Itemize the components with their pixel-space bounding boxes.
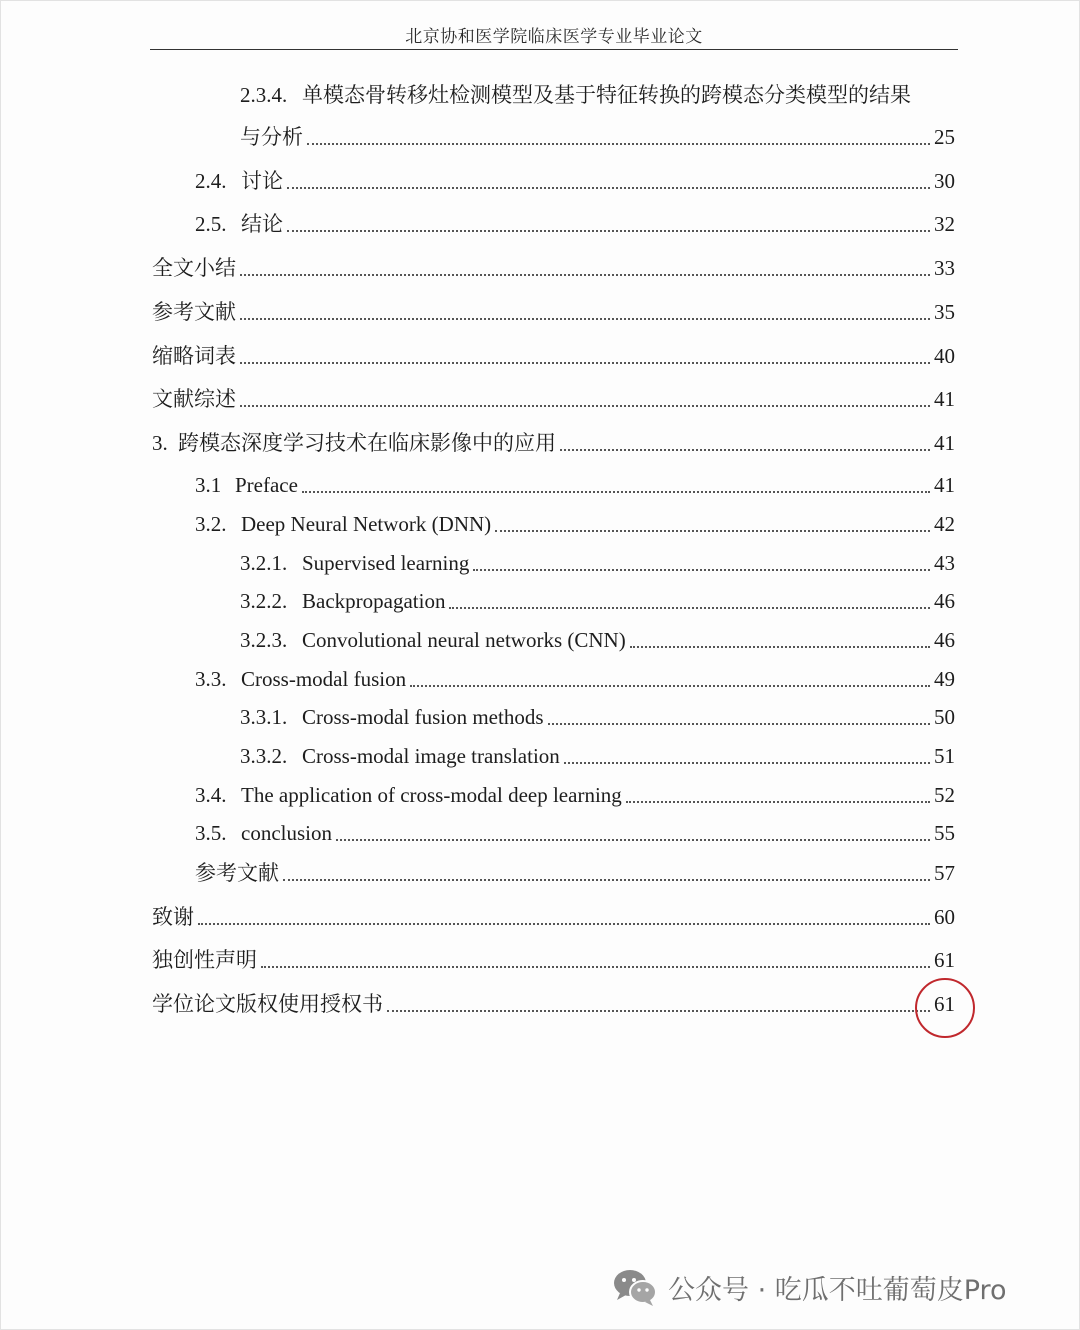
dot-leader bbox=[564, 762, 930, 764]
dot-leader bbox=[560, 449, 930, 451]
toc-entry-3-1[interactable] bbox=[0, 470, 1080, 500]
dot-leader bbox=[240, 362, 930, 364]
toc-entry-page: 55 bbox=[934, 821, 955, 845]
watermark bbox=[612, 1262, 1007, 1312]
toc-entry-3-4[interactable] bbox=[0, 780, 1080, 810]
toc-entry-number: 3.2.3. bbox=[240, 628, 288, 652]
toc-entry-page: 61 bbox=[934, 992, 955, 1016]
dot-leader bbox=[240, 405, 930, 407]
red-circle-annotation bbox=[915, 978, 975, 1038]
dot-leader bbox=[626, 801, 930, 803]
toc-entry-title: 与分析 bbox=[240, 125, 303, 149]
toc-entry-page: 46 bbox=[934, 589, 955, 613]
toc-entry-number: 2.5. bbox=[195, 212, 227, 236]
toc-entry-title: 缩略词表 bbox=[152, 344, 236, 368]
dot-leader bbox=[240, 318, 930, 320]
toc-entry-originality-statement[interactable] bbox=[0, 945, 1080, 975]
watermark-text: 公众号 · 吃瓜不吐葡萄皮Pro bbox=[668, 1274, 1007, 1306]
toc-entry-title: Cross-modal fusion methods bbox=[302, 705, 544, 729]
toc-entry-title: conclusion bbox=[241, 821, 332, 845]
toc-entry-title: 跨模态深度学习技术在临床影像中的应用 bbox=[178, 431, 556, 455]
toc-entry-page: 57 bbox=[934, 861, 955, 885]
toc-entry-3-3-1[interactable] bbox=[0, 702, 1080, 732]
wechat-icon bbox=[612, 1266, 658, 1308]
toc-entry-title: 参考文献 bbox=[195, 861, 279, 885]
toc-entry-title: 独创性声明 bbox=[152, 948, 257, 972]
toc-entry-literature-review[interactable] bbox=[0, 384, 1080, 414]
toc-entry-title: Supervised learning bbox=[302, 551, 470, 575]
toc-entry-title: 讨论 bbox=[241, 169, 283, 193]
toc-entry-number: 3.5. bbox=[195, 821, 227, 845]
toc-entry-title: Cross-modal fusion bbox=[241, 667, 407, 691]
toc-entry-title: 致谢 bbox=[152, 905, 194, 929]
toc-entry-3-3[interactable] bbox=[0, 664, 1080, 694]
toc-entry-page: 33 bbox=[934, 256, 955, 280]
toc-entry-page: 32 bbox=[934, 212, 955, 236]
dot-leader bbox=[307, 143, 930, 145]
toc-entry-3-2-2[interactable] bbox=[0, 586, 1080, 616]
toc-entry-number: 3.1 bbox=[195, 473, 222, 497]
dot-leader bbox=[240, 274, 930, 276]
dot-leader bbox=[495, 530, 930, 532]
running-header: 北京协和医学院临床医学专业毕业论文 bbox=[405, 27, 703, 46]
toc-entry-title: 结论 bbox=[241, 212, 283, 236]
toc-entry-page: 49 bbox=[934, 667, 955, 691]
toc-entry-number: 3. bbox=[152, 431, 168, 455]
dot-leader bbox=[287, 187, 930, 189]
toc-entry-number: 2.3.4. bbox=[240, 83, 288, 107]
toc-entry-3-2[interactable] bbox=[0, 509, 1080, 539]
toc-entry-acknowledgements[interactable] bbox=[0, 902, 1080, 932]
toc-entry-page: 30 bbox=[934, 169, 955, 193]
toc-entry-number: 3.3. bbox=[195, 667, 227, 691]
toc-entry-title: Convolutional neural networks (CNN) bbox=[302, 628, 626, 652]
dot-leader bbox=[630, 646, 930, 648]
toc-entry-abbreviations[interactable] bbox=[0, 341, 1080, 371]
dot-leader bbox=[287, 230, 930, 232]
toc-entry-3-2-3[interactable] bbox=[0, 625, 1080, 655]
toc-entry-title: 学位论文版权使用授权书 bbox=[152, 992, 383, 1016]
toc-entry-number: 3.3.2. bbox=[240, 744, 288, 768]
toc-entry-3-2-1[interactable] bbox=[0, 548, 1080, 578]
dot-leader bbox=[336, 839, 930, 841]
dot-leader bbox=[548, 723, 931, 725]
toc-entry-title: 全文小结 bbox=[152, 256, 236, 280]
toc-entry-title: The application of cross-modal deep learning bbox=[241, 783, 622, 807]
toc-entry-page: 40 bbox=[934, 344, 955, 368]
toc-entry-page: 41 bbox=[934, 431, 955, 455]
dot-leader bbox=[387, 1010, 930, 1012]
toc-entry-title: 文献综述 bbox=[152, 387, 236, 411]
toc-entry-review-references[interactable] bbox=[0, 858, 1080, 888]
toc-entry-title: Preface bbox=[235, 473, 298, 497]
toc-entry-title: Backpropagation bbox=[302, 589, 446, 613]
toc-entry-number: 3.2. bbox=[195, 512, 227, 536]
toc-entry-page: 25 bbox=[934, 125, 955, 149]
dot-leader bbox=[302, 491, 930, 493]
toc-entry-title: 参考文献 bbox=[152, 300, 236, 324]
dot-leader bbox=[410, 685, 930, 687]
dot-leader bbox=[473, 569, 930, 571]
toc-entry-2-5[interactable] bbox=[0, 209, 1080, 239]
header-rule bbox=[150, 49, 958, 50]
toc-entry-page: 60 bbox=[934, 905, 955, 929]
toc-entry-number: 2.4. bbox=[195, 169, 227, 193]
toc-entry-page: 43 bbox=[934, 551, 955, 575]
toc-entry-2-3-4-continued[interactable] bbox=[0, 122, 1080, 152]
dot-leader bbox=[261, 966, 930, 968]
dot-leader bbox=[449, 607, 930, 609]
toc-entry-title: Cross-modal image translation bbox=[302, 744, 560, 768]
toc-entry-number: 3.4. bbox=[195, 783, 227, 807]
toc-entry-2-3-4[interactable] bbox=[0, 80, 1080, 110]
toc-entry-page: 41 bbox=[934, 473, 955, 497]
toc-entry-references[interactable] bbox=[0, 297, 1080, 327]
toc-entry-3-3-2[interactable] bbox=[0, 741, 1080, 771]
toc-entry-page: 52 bbox=[934, 783, 955, 807]
toc-entry-number: 3.2.2. bbox=[240, 589, 288, 613]
toc-entry-page: 61 bbox=[934, 948, 955, 972]
toc-entry-3-5[interactable] bbox=[0, 818, 1080, 848]
toc-entry-summary[interactable] bbox=[0, 253, 1080, 283]
toc-entry-number: 3.3.1. bbox=[240, 705, 288, 729]
toc-entry-3[interactable] bbox=[0, 428, 1080, 458]
toc-entry-title: Deep Neural Network (DNN) bbox=[241, 512, 492, 536]
toc-entry-number: 3.2.1. bbox=[240, 551, 288, 575]
toc-entry-page: 51 bbox=[934, 744, 955, 768]
dot-leader bbox=[198, 923, 930, 925]
toc-entry-page: 42 bbox=[934, 512, 955, 536]
toc-entry-page: 46 bbox=[934, 628, 955, 652]
toc-entry-2-4[interactable] bbox=[0, 166, 1080, 196]
toc-entry-title: 单模态骨转移灶检测模型及基于特征转换的跨模态分类模型的结果 bbox=[302, 83, 911, 107]
toc-entry-page: 35 bbox=[934, 300, 955, 324]
dot-leader bbox=[283, 879, 930, 881]
toc-entry-page: 50 bbox=[934, 705, 955, 729]
toc-entry-page: 41 bbox=[934, 387, 955, 411]
